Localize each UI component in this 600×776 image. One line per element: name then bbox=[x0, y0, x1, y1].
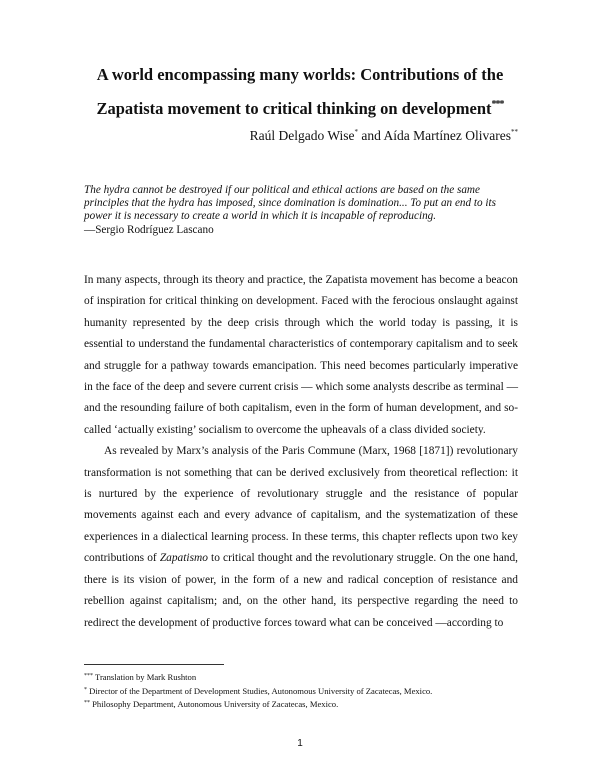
page-number: 1 bbox=[297, 738, 303, 749]
author-1: Raúl Delgado Wise bbox=[249, 128, 355, 143]
footnote-divider bbox=[84, 664, 224, 665]
epigraph-text: The hydra cannot be destroyed if our political and ethical actions are based on the same principles that the hydra has imposed, since domination is domination... To put an end to its power it is necessary to create a world in which it is incapable of reproducing. bbox=[84, 184, 496, 223]
paragraph-2-start: As revealed by Marx’s analysis of the Paris Commune (Marx, 1968 [1871]) revolutionary transformation is not something that can be derived exclusively from theoretical reflection: it is nurtured by the experience of revolutionary struggle and the resistance of popular movements against each and every advance of capitalism, and the systematization of these experiences in a dialectical learning process. In these terms, this chapter reflects upon two key contributions of bbox=[84, 445, 518, 565]
footnote-3-text: Philosophy Department, Autonomous University of Zacatecas, Mexico. bbox=[90, 699, 339, 709]
footnote-2-text: Director of the Department of Development Studies, Autonomous University of Zacatecas, Mexico. bbox=[87, 685, 433, 696]
footnote-1-mark: *** bbox=[84, 673, 93, 679]
footnote-2 bbox=[84, 684, 524, 698]
paragraph-1: In many aspects, through its theory and practice, the Zapatista movement has become a beacon of inspiration for critical thinking on development. Faced with the ferocious onslaught against humanity represented by the deep crisis through which the world today is passing, it is essential to understand the fundamental characteristics of contemporary capitalism and to seek and struggle for a pathway towards emancipation. This need becomes particularly imperative in the face of the deep and severe current crisis — which some analysts describe as terminal — and the resounding failure of both capitalism, even in the form of human development, and so-called ‘actually existing’ socialism to overcome the upheavals of a class divided society. bbox=[84, 274, 518, 436]
footnote-1 bbox=[84, 670, 524, 684]
footnote-1-text: Translation by Mark Rushton bbox=[93, 672, 197, 682]
paragraph-2 bbox=[84, 441, 518, 634]
epigraph bbox=[84, 184, 524, 237]
author-line bbox=[250, 128, 518, 144]
footnote-2-mark: * bbox=[84, 686, 87, 693]
author-1-mark: * bbox=[354, 128, 359, 136]
paragraph-2-end: to critical thought and the revolutionary struggle. On the one hand, there is its vision of power, in the form of a new and radical conception of resistance and rebellion against capitalism; and, on the other hand, its perspective regarding the need to redirect the development of productive forces toward what can be conceived —according to bbox=[84, 552, 518, 629]
epigraph-attribution: —Sergio Rodríguez Lascano bbox=[84, 223, 214, 236]
footnotes bbox=[84, 670, 524, 711]
title-footnote-mark: *** bbox=[491, 99, 504, 110]
author-joiner: and bbox=[358, 128, 384, 143]
paragraph-2-italic-term: Zapatismo bbox=[159, 552, 208, 565]
paper-title-line-2 bbox=[60, 96, 540, 118]
title-text-1: A world encompassing many worlds: Contributions of the bbox=[96, 65, 504, 84]
footnote-3-mark: ** bbox=[84, 700, 90, 706]
paper-title-line-1 bbox=[60, 66, 540, 84]
author-2-mark: ** bbox=[511, 128, 518, 136]
footnote-3 bbox=[84, 697, 524, 711]
author-2: Aída Martínez Olivares bbox=[383, 128, 511, 143]
title-text-2: Zapatista movement to critical thinking on development bbox=[96, 99, 492, 118]
body-text bbox=[84, 270, 518, 634]
